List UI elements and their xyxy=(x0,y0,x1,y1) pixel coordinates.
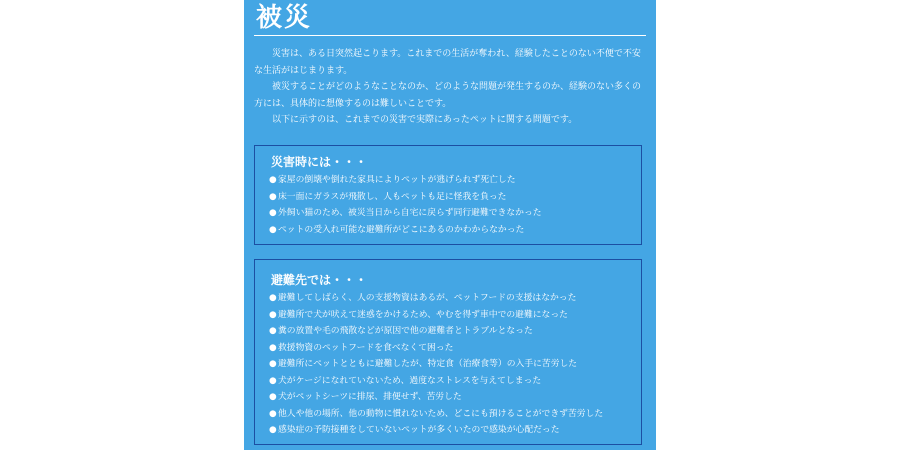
list-item-text: 糞の放置や毛の飛散などが原因で他の避難者とトラブルとなった xyxy=(278,326,533,336)
list-item-text: 避難してしばらく、人の支援物資はあるが、ペットフードの支援はなかった xyxy=(278,293,577,303)
list-item xyxy=(269,389,637,406)
bullet-icon: ● xyxy=(269,208,277,218)
title-divider xyxy=(254,35,646,36)
bullet-icon: ● xyxy=(269,175,277,185)
list-item-text: 他人や他の場所、他の動物に慣れないため、どこにも預けることができず苦労した xyxy=(278,408,604,419)
list-item-text: 救援物資のペットフードを食べなくて困った xyxy=(278,342,454,353)
bullet-icon: ● xyxy=(269,375,277,386)
list-item xyxy=(269,356,637,373)
bullet-icon: ● xyxy=(269,293,277,303)
bullet-icon: ● xyxy=(269,408,277,419)
list-item-text: 床一面にガラスが飛散し、人もペットも足に怪我を負った xyxy=(278,191,507,202)
section-during-disaster xyxy=(254,145,642,245)
bullet-icon: ● xyxy=(269,224,277,235)
list-item-text: 感染症の予防接種をしていないペットが多くいたので感染が心配だった xyxy=(278,425,560,435)
list-item xyxy=(269,373,637,390)
bullet-icon: ● xyxy=(269,342,277,353)
list-item-text: 犬がケージになれていないため、過度なストレスを与えてしまった xyxy=(278,375,542,386)
list-item xyxy=(269,172,637,189)
bullet-icon: ● xyxy=(269,191,277,202)
bullet-icon: ● xyxy=(269,425,277,435)
list-item xyxy=(269,406,637,423)
section-at-shelter xyxy=(254,259,642,445)
bullet-icon: ● xyxy=(269,359,277,369)
list-item xyxy=(269,189,637,206)
list-item xyxy=(269,307,637,324)
page-title: 被災 xyxy=(256,3,313,33)
disaster-panel xyxy=(244,0,656,450)
intro-paragraph: 災害は、ある日突然起こります。これまでの生活が奪われ、経験したことのない不便で不安な生活がはじまります。 xyxy=(254,49,641,76)
list-item-text: 避難所で犬が吠えて迷惑をかけるため、やむを得ず車中での避難になった xyxy=(278,309,568,320)
list-item xyxy=(269,422,637,439)
list-item xyxy=(269,323,637,340)
bullet-icon: ● xyxy=(269,309,277,320)
list-item xyxy=(269,290,637,307)
bullet-icon: ● xyxy=(269,326,277,336)
list-item-text: 犬がペットシーツに排尿、排便せず、苦労した xyxy=(278,392,462,402)
section-heading: 災害時には・・・ xyxy=(271,155,368,169)
intro-paragraph: 以下に示すのは、これまでの災害で実際にあったペットに関する問題です。 xyxy=(272,115,578,125)
list-item xyxy=(269,205,637,222)
bullet-icon: ● xyxy=(269,392,277,402)
list-item-text: 外飼い猫のため、被災当日から自宅に戻らず同行避難できなかった xyxy=(278,208,542,218)
section-heading: 避難先では・・・ xyxy=(271,273,368,287)
problem-list xyxy=(269,290,637,439)
intro-text xyxy=(254,46,646,129)
list-item xyxy=(269,222,637,239)
list-item xyxy=(269,340,637,357)
list-item-text: 避難所にペットとともに避難したが、特定食（治療食等）の入手に苦労した xyxy=(278,359,578,369)
intro-paragraph: 被災することがどのようなことなのか、どのような問題が発生するのか、経験のない多くの方には、具体的に想像するのは難しいことです。 xyxy=(254,82,642,109)
problem-list xyxy=(269,172,637,238)
list-item-text: 家屋の倒壊や倒れた家具によりペットが逃げられず死亡した xyxy=(278,175,516,185)
list-item-text: ペットの受入れ可能な避難所がどこにあるのかわからなかった xyxy=(278,224,525,235)
